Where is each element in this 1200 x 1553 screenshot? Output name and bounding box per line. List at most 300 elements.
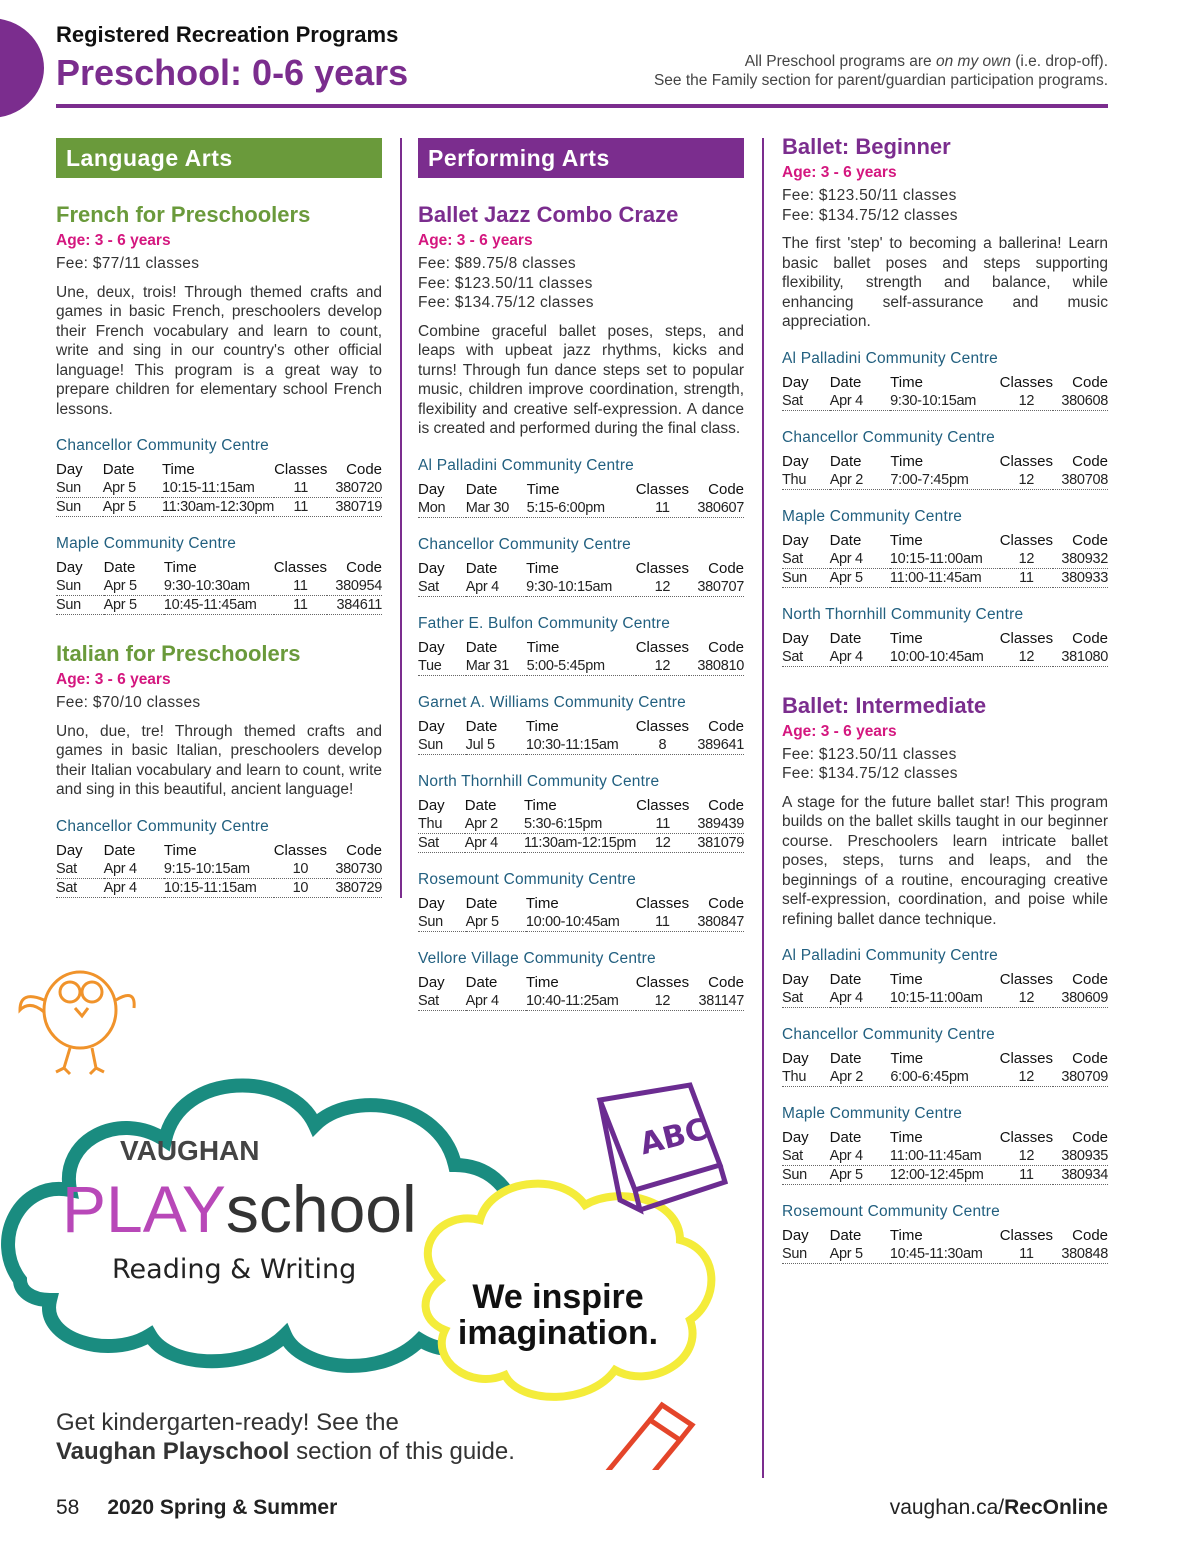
schedule-table <box>418 558 744 597</box>
program-age: Age: 3 - 6 years <box>782 722 897 740</box>
schedule-cell: 380730 <box>327 860 382 879</box>
schedule-cell: 380608 <box>1053 392 1108 411</box>
schedule-cell: Sat <box>782 550 830 569</box>
schedule-header-cell: Code <box>708 894 744 912</box>
column-divider <box>400 138 402 898</box>
schedule-row <box>782 471 1108 490</box>
schedule-cell: 381080 <box>1053 648 1108 667</box>
schedule-cell: 11:00-11:45am <box>890 1147 1000 1166</box>
schedule-cell: Mar 30 <box>466 499 527 518</box>
schedule-header-cell: Day <box>418 717 445 735</box>
schedule-table <box>782 372 1108 411</box>
schedule-cell: Sat <box>782 392 830 411</box>
program-fee: Fee: $123.50/11 classes <box>418 274 593 292</box>
schedule-cell: Sun <box>56 577 104 596</box>
schedule-header-row <box>782 451 1108 471</box>
brand-school: school <box>225 1172 417 1246</box>
schedule-header-cell: Day <box>782 373 809 391</box>
schedule-cell: 380729 <box>327 878 382 897</box>
schedule-table <box>782 1225 1108 1264</box>
schedule-header-cell: Date <box>829 1050 862 1067</box>
centre-name: Rosemount Community Centre <box>782 1203 1000 1220</box>
schedule-row <box>782 550 1108 569</box>
schedule-header-cell: Classes <box>999 1227 1054 1244</box>
schedule-cell: 380933 <box>1053 568 1108 587</box>
schedule-cell: 10:40-11:25am <box>526 992 636 1011</box>
schedule-cell: 12 <box>1000 550 1053 569</box>
schedule-header-cell: Time <box>890 452 924 470</box>
schedule-cell: 11:00-11:45am <box>890 568 1000 587</box>
schedule-cell: 9:15-10:15am <box>164 860 274 879</box>
schedule-header-row <box>56 840 382 860</box>
schedule-cell: Sat <box>782 648 830 667</box>
header-note: All Preschool programs are on my own (i.e. drop-off). See the Family section for parent/guardian participation programs. <box>653 53 1108 89</box>
program-fee: Fee: $123.50/11 classes <box>782 745 957 763</box>
schedule-header-cell: Day <box>418 559 445 577</box>
program-description: Uno, due, tre! Through themed crafts and games in basic Italian, preschoolers develop their Italian vocabulary and learn to count, write and sing in this beautiful, ancient language! <box>56 722 382 798</box>
centre-name: Chancellor Community Centre <box>56 817 270 835</box>
schedule-cell: Sat <box>418 992 466 1011</box>
schedule-cell: 380720 <box>327 479 382 498</box>
schedule-header-cell: Code <box>1072 531 1108 549</box>
schedule-header-row <box>418 479 744 499</box>
schedule-header-cell: Day <box>782 1129 809 1146</box>
schedule-cell: Apr 4 <box>466 992 526 1011</box>
schedule-header-cell: Date <box>829 629 862 647</box>
program-title: Ballet: Beginner <box>782 134 951 159</box>
schedule-cell: 380932 <box>1053 550 1108 569</box>
schedule-cell: Apr 5 <box>104 577 164 596</box>
schedule-cell: Sun <box>56 498 103 517</box>
schedule-cell: Sun <box>56 479 103 498</box>
schedule-header-row <box>782 372 1108 392</box>
schedule-table <box>782 451 1108 490</box>
schedule-header-row <box>782 1225 1108 1245</box>
schedule-cell: 11 <box>636 499 689 518</box>
centre-name: North Thornhill Community Centre <box>418 772 660 790</box>
centre-name: Maple Community Centre <box>782 1105 963 1122</box>
centre-name: Chancellor Community Centre <box>56 437 270 454</box>
schedule-cell: Apr 4 <box>830 1147 890 1166</box>
schedule-cell: 11:30am-12:30pm <box>161 499 275 515</box>
schedule-cell: Thu <box>782 1068 830 1087</box>
schedule-cell: 384611 <box>327 596 382 615</box>
schedule-header-cell: Classes <box>999 531 1054 549</box>
schedule-header-cell: Code <box>708 559 744 577</box>
schedule-cell: 8 <box>636 736 689 755</box>
schedule-header-cell: Date <box>103 559 136 576</box>
schedule-header-cell: Code <box>1072 1129 1108 1146</box>
brand-play: PLAY <box>62 1172 226 1246</box>
schedule-row <box>418 736 744 755</box>
schedule-row <box>418 833 744 852</box>
schedule-cell: 380719 <box>327 498 382 517</box>
schedule-cell: 11 <box>636 815 689 834</box>
schedule-header-cell: Time <box>526 480 560 498</box>
schedule-cell: 12 <box>1000 989 1053 1008</box>
schedule-row <box>56 479 382 498</box>
schedule-cell: Apr 4 <box>830 648 890 667</box>
schedule-row <box>782 1147 1108 1166</box>
schedule-header-cell: Time <box>889 971 923 988</box>
schedule-cell: 12 <box>1000 392 1053 411</box>
schedule-header-cell: Time <box>525 973 559 991</box>
schedule-header-cell: Date <box>465 717 498 735</box>
schedule-header-cell: Day <box>418 894 445 912</box>
schedule-header-cell: Classes <box>635 638 690 656</box>
centre-name: Al Palladini Community Centre <box>782 349 998 367</box>
schedule-cell: 380935 <box>1053 1147 1108 1166</box>
schedule-cell: Apr 4 <box>830 550 890 569</box>
centre-name: Al Palladini Community Centre <box>418 456 634 474</box>
schedule-cell: Apr 5 <box>103 498 162 517</box>
schedule-cell: 5:15-6:00pm <box>527 499 636 518</box>
schedule-header-cell: Code <box>1072 971 1108 988</box>
schedule-header-row <box>418 558 744 578</box>
centre-name: Vellore Village Community Centre <box>418 949 656 967</box>
program-description: A stage for the future ballet star! This program builds on the ballet skills taught in our beginner course. Preschoolers learn intricate ballet poses, steps, turns and leaps, and the beginnings of a routine, encouraging creative self-expression, coordination, and poise while refining ballet dance technique. <box>782 793 1108 928</box>
schedule-header-cell: Date <box>829 452 862 470</box>
schedule-header-cell: Day <box>782 452 809 470</box>
playschool-promo: Get kindergarten-ready! See the Vaughan Playschool section of this guide. <box>56 1409 515 1465</box>
schedule-cell: Sat <box>418 578 466 597</box>
schedule-cell: 12 <box>1000 1068 1053 1087</box>
schedule-cell: Sun <box>56 596 104 615</box>
centre-name: Garnet A. Williams Community Centre <box>418 693 686 711</box>
centre-name: North Thornhill Community Centre <box>782 605 1024 623</box>
schedule-header-cell: Date <box>829 373 862 391</box>
schedule-cell: Apr 2 <box>465 815 524 834</box>
schedule-row <box>56 596 382 615</box>
page-number: 58 <box>56 1496 80 1519</box>
schedule-cell: 12 <box>636 833 689 852</box>
schedule-table <box>782 628 1108 667</box>
schedule-header-cell: Time <box>890 373 923 391</box>
schedule-cell: 12 <box>1000 471 1053 490</box>
centre-name: Chancellor Community Centre <box>782 1026 996 1043</box>
schedule-header-cell: Code <box>346 841 382 859</box>
program-title: French for Preschoolers <box>56 202 311 227</box>
schedule-row <box>56 878 382 897</box>
schedule-table <box>56 557 382 615</box>
schedule-cell: 380707 <box>689 578 744 597</box>
schedule-header-cell: Time <box>889 531 923 549</box>
schedule-header-row <box>782 1127 1108 1147</box>
schedule-header-cell: Code <box>346 461 382 478</box>
program-fee: Fee: $77/11 classes <box>56 255 200 272</box>
schedule-header-cell: Code <box>708 796 744 814</box>
schedule-row <box>418 578 744 597</box>
schedule-cell: 380954 <box>327 577 382 596</box>
schedule-cell: Apr 4 <box>465 833 524 852</box>
schedule-table <box>418 893 744 932</box>
schedule-cell: Sat <box>782 1147 830 1166</box>
book-abc: ABC <box>636 1111 712 1163</box>
schedule-row <box>56 860 382 879</box>
schedule-table <box>418 479 744 518</box>
schedule-header-cell: Code <box>1072 373 1108 391</box>
program-title: Ballet: Intermediate <box>782 692 987 718</box>
schedule-row <box>782 392 1108 411</box>
schedule-row <box>418 913 744 932</box>
schedule-header-cell: Classes <box>999 373 1054 391</box>
schedule-header-cell: Day <box>56 559 83 576</box>
brand-wordmark <box>62 1172 417 1246</box>
footer-url[interactable]: vaughan.ca/RecOnline <box>889 1496 1108 1519</box>
schedule-cell: 6:00-6:45pm <box>890 1068 999 1087</box>
schedule-cell: Mar 31 <box>466 657 527 676</box>
schedule-cell: 10:15-11:00am <box>890 989 1000 1008</box>
schedule-cell: Mon <box>418 499 466 518</box>
schedule-cell: 5:00-5:45pm <box>527 657 636 676</box>
schedule-cell: Apr 2 <box>830 471 891 490</box>
schedule-cell: 11 <box>1000 568 1053 587</box>
schedule-table <box>782 530 1108 588</box>
schedule-table <box>56 459 382 517</box>
schedule-header-row <box>782 530 1108 550</box>
schedule-row <box>56 577 382 596</box>
schedule-header-cell: Time <box>163 559 197 576</box>
column-performing-arts <box>418 138 744 1011</box>
schedule-header-cell: Code <box>708 480 744 498</box>
schedule-cell: 389439 <box>689 815 744 834</box>
schedule-cell: 380709 <box>1053 1068 1108 1087</box>
schedule-header-cell: Classes <box>635 480 690 498</box>
program-fee: Fee: $89.75/8 classes <box>418 255 576 272</box>
schedule-cell: 11 <box>274 479 327 498</box>
title-rule <box>56 104 1108 108</box>
schedule-header-cell: Date <box>465 480 498 498</box>
playschool-illustration <box>0 950 760 1470</box>
schedule-cell: 12 <box>636 578 689 597</box>
slogan-line-2: imagination. <box>457 1314 659 1352</box>
schedule-cell: 9:30-10:15am <box>890 392 1000 411</box>
schedule-row <box>782 1068 1108 1087</box>
schedule-header-cell: Classes <box>636 796 690 814</box>
schedule-table <box>782 969 1108 1008</box>
centre-name: Chancellor Community Centre <box>782 428 996 446</box>
schedule-header-cell: Date <box>465 894 498 912</box>
schedule-cell: 10:45-11:30am <box>890 1245 1000 1264</box>
schedule-cell: 380810 <box>689 657 744 676</box>
schedule-header-cell: Time <box>890 1050 924 1067</box>
program-title: Ballet Jazz Combo Craze <box>418 202 679 227</box>
schedule-cell: Sun <box>418 913 466 932</box>
schedule-table <box>418 795 744 853</box>
schedule-header-cell: Date <box>102 461 135 478</box>
schedule-header-cell: Code <box>1072 629 1108 647</box>
schedule-table <box>418 637 744 676</box>
schedule-cell: Thu <box>418 815 465 834</box>
schedule-header-cell: Classes <box>635 894 690 912</box>
schedule-cell: 12 <box>1000 1147 1053 1166</box>
schedule-header-cell: Day <box>418 638 445 656</box>
brand-subtitle: Reading & Writing <box>112 1254 357 1285</box>
schedule-cell: Sat <box>56 860 104 879</box>
centre-name: Maple Community Centre <box>56 535 237 552</box>
schedule-header-cell: Code <box>708 717 744 735</box>
schedule-header-cell: Classes <box>999 971 1054 988</box>
schedule-cell: 10:00-10:45am <box>890 648 1000 667</box>
schedule-header-cell: Code <box>346 559 382 576</box>
schedule-cell: Tue <box>418 657 466 676</box>
schedule-header-row <box>418 795 744 815</box>
brand-vaughan: VAUGHAN <box>120 1135 260 1166</box>
program-description: Une, deux, trois! Through themed crafts and games in basic French, preschoolers develop their French vocabulary and learn to count, write and sing in our country's other official language! This program is a great way to prepare children for elementary school French lessons. <box>56 283 382 418</box>
section-band: Performing Arts <box>418 138 744 178</box>
program-fee: Fee: $134.75/12 classes <box>782 206 958 224</box>
schedule-cell: Jul 5 <box>466 736 526 755</box>
schedule-table <box>782 1048 1108 1087</box>
schedule-cell: Apr 5 <box>830 568 890 587</box>
schedule-row <box>782 648 1108 667</box>
schedule-header-cell: Day <box>782 971 809 988</box>
schedule-header-cell: Classes <box>999 1129 1054 1146</box>
column-divider <box>762 138 764 1478</box>
pencil-doodle <box>572 1405 692 1470</box>
program-title: Italian for Preschoolers <box>56 641 301 666</box>
program-age: Age: 3 - 6 years <box>418 232 533 249</box>
schedule-cell: 380708 <box>1053 471 1108 490</box>
schedule-header-cell: Time <box>889 1129 923 1146</box>
schedule-row <box>418 815 744 834</box>
schedule-header-cell: Time <box>523 796 557 814</box>
owl-doodle <box>20 972 134 1074</box>
schedule-header-cell: Day <box>418 973 445 991</box>
schedule-cell: 12 <box>636 992 689 1011</box>
schedule-cell: 380607 <box>689 499 744 518</box>
footer-edition <box>56 1496 337 1520</box>
schedule-cell: 10:15-11:00am <box>890 550 1000 569</box>
schedule-row <box>418 657 744 676</box>
schedule-header-cell: Time <box>161 461 195 478</box>
schedule-cell: Sun <box>782 568 830 587</box>
schedule-cell: 380847 <box>689 913 744 932</box>
centre-name: Rosemount Community Centre <box>418 870 636 888</box>
program-age: Age: 3 - 6 years <box>56 671 171 688</box>
schedule-cell: 10:45-11:45am <box>164 596 274 615</box>
schedule-cell: Sat <box>418 833 465 852</box>
schedule-cell: 10 <box>274 860 327 879</box>
schedule-header-cell: Time <box>526 559 559 577</box>
program-fee: Fee: $70/10 classes <box>56 694 201 711</box>
program-age: Age: 3 - 6 years <box>56 232 171 249</box>
schedule-cell: Sat <box>782 989 830 1008</box>
schedule-header-cell: Classes <box>635 973 690 991</box>
schedule-cell: Apr 4 <box>830 392 890 411</box>
section-band: Language Arts <box>56 138 382 178</box>
schedule-cell: 12 <box>1000 648 1053 667</box>
schedule-header-cell: Date <box>829 1227 862 1244</box>
schedule-header-row <box>418 893 744 913</box>
schedule-cell: Sat <box>56 878 104 897</box>
edition-label: 2020 Spring & Summer <box>107 1496 338 1519</box>
schedule-header-cell: Code <box>708 638 744 656</box>
schedule-header-cell: Time <box>525 894 559 912</box>
schedule-row <box>782 1245 1108 1264</box>
schedule-cell: 10 <box>274 878 327 897</box>
schedule-cell: 9:30-10:30am <box>164 577 274 596</box>
schedule-header-row <box>782 1048 1108 1068</box>
schedule-header-cell: Classes <box>273 559 328 576</box>
section-kicker: Registered Recreation Programs <box>56 22 399 47</box>
schedule-header-cell: Code <box>1072 1050 1108 1067</box>
schedule-table <box>418 716 744 755</box>
schedule-cell: Apr 5 <box>830 1245 890 1264</box>
schedule-cell: 10:15-11:15am <box>164 878 274 897</box>
schedule-header-cell: Date <box>465 973 498 991</box>
schedule-row <box>56 498 382 517</box>
schedule-header-row <box>782 628 1108 648</box>
schedule-header-cell: Day <box>56 841 83 859</box>
schedule-header-row <box>782 969 1108 989</box>
schedule-cell: Apr 4 <box>466 578 526 597</box>
schedule-cell: 380934 <box>1053 1166 1108 1185</box>
schedule-cell: 381079 <box>689 833 744 852</box>
schedule-header-cell: Code <box>708 973 744 991</box>
schedule-cell: 11 <box>636 913 689 932</box>
schedule-cell: 11 <box>274 596 327 615</box>
schedule-header-row <box>56 557 382 577</box>
schedule-cell: Sun <box>782 1166 830 1185</box>
schedule-cell: Sun <box>782 1245 830 1264</box>
schedule-cell: 7:00-7:45pm <box>890 471 999 490</box>
schedule-cell: Sun <box>418 736 466 755</box>
column-ballet <box>782 134 1108 1264</box>
schedule-cell: Apr 2 <box>830 1068 891 1087</box>
schedule-cell: 9:30-10:15am <box>526 578 636 597</box>
schedule-header-cell: Code <box>1072 452 1108 470</box>
schedule-header-cell: Date <box>829 1129 862 1146</box>
program-description: Combine graceful ballet poses, steps, and leaps with upbeat jazz rhythms, kicks and turns! Through fun dance steps set to popular music, children improve coordination, strength, flexibility and creative self-expression. A dance is created and performed during the final class. <box>418 322 744 437</box>
schedule-header-cell: Day <box>782 1227 809 1244</box>
schedule-cell: 381147 <box>689 992 744 1011</box>
schedule-header-cell: Time <box>526 638 560 656</box>
schedule-header-row <box>56 459 382 479</box>
schedule-header-cell: Date <box>829 971 862 988</box>
schedule-cell: 380609 <box>1053 989 1108 1008</box>
schedule-header-cell: Classes <box>999 1050 1053 1067</box>
program-age: Age: 3 - 6 years <box>782 164 897 181</box>
schedule-cell: Apr 4 <box>104 860 164 879</box>
program-fee: Fee: $134.75/12 classes <box>418 294 594 311</box>
program-fee: Fee: $134.75/12 classes <box>782 765 958 782</box>
schedule-cell: 389641 <box>689 736 744 755</box>
schedule-header-cell: Classes <box>999 452 1053 470</box>
schedule-cell: Apr 5 <box>104 596 164 615</box>
schedule-cell: 380848 <box>1053 1245 1108 1264</box>
schedule-cell: 12:00-12:45pm <box>890 1166 1000 1185</box>
column-language-arts <box>56 138 382 898</box>
schedule-header-cell: Day <box>782 629 809 647</box>
schedule-cell: 11 <box>274 577 327 596</box>
schedule-header-cell: Time <box>889 1227 923 1244</box>
schedule-cell: 10:00-10:45am <box>526 913 636 932</box>
schedule-cell: Apr 5 <box>466 913 526 932</box>
slogan-line-1: We inspire <box>472 1278 644 1316</box>
schedule-table <box>56 840 382 898</box>
schedule-cell: 11 <box>274 498 327 517</box>
schedule-cell: 10:30-11:15am <box>526 736 636 755</box>
schedule-cell: Apr 5 <box>103 479 162 498</box>
schedule-header-cell: Day <box>56 461 83 478</box>
schedule-header-cell: Day <box>418 480 445 498</box>
section-corner-tab <box>0 18 44 118</box>
schedule-cell: 12 <box>636 657 689 676</box>
program-description: The first 'step' to becoming a ballerina! Learn basic ballet poses and steps supporting flexibility, strength and balance, while enhancing self-assurance and music appreciation. <box>782 235 1108 330</box>
schedule-cell: 11 <box>1000 1245 1053 1264</box>
schedule-header-cell: Date <box>465 559 498 577</box>
